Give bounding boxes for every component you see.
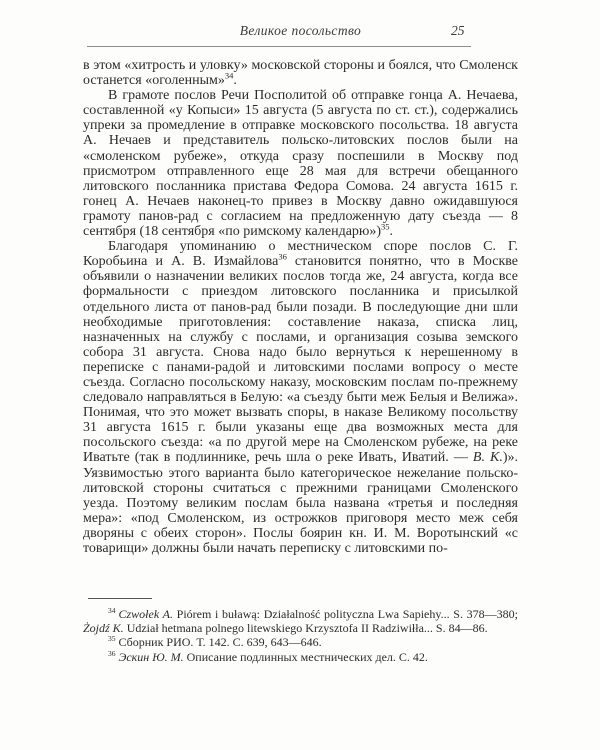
- text-run: в этом «хитрость и уловку» московской стороны и боялся, что Смоленск останется «оголенным»: [83, 58, 518, 89]
- text-run: Описание подлинных местнических дел. С. 42.: [183, 649, 428, 664]
- footnote-separator: [88, 598, 152, 599]
- text-run: Piórem i buławą: Działalność polityczna Lwa Sapiehy... S. 378—380;: [172, 607, 518, 621]
- text-run: .: [233, 73, 237, 89]
- footnote-author: Żojdź K.: [83, 621, 124, 636]
- paragraph-continuation: [83, 58, 518, 88]
- footnote-ref-36: 36: [278, 251, 287, 262]
- footnote-author: Czwołek A.: [118, 607, 173, 621]
- running-head-title: Великое посольство: [239, 23, 362, 38]
- header-rule: [87, 46, 471, 47]
- footnote-ref-34: 34: [224, 70, 234, 81]
- text-run: становится понятно, что в Москве объявили о назначении великих послов тогда же, 24 августа, когда все формальности с приездом литовского посланника и присылкой отдельного листа от панов-рад были позади. В последующие дни шли необходимые приготовления: составление наказа, списка лиц, назначенных на службу с послами, и организация созыва земского собора 31 августа. Снова надо было вернуться к нерешенному в переписке с панами-радой и литовскими послами вопросу о месте съезда. Согласно посольскому наказу, московским послам по-прежнему следовало направляться в Белую: «а съезду быти меж Белыя и Велижа». Понимая, что это может вызвать споры, в наказе Великому посольству 31 августа 1615 г. были указаны еще два возможных места для посольского съезда: «а по другой мере на Смоленском рубеже, на реке Иватьте (так в подлиннике, речь шла о реке Ивать, Иватий. —: [83, 254, 518, 466]
- footnote-number: 36: [108, 648, 116, 658]
- page-number: 25: [451, 23, 465, 38]
- editor-initials: В. К.: [472, 450, 503, 466]
- footnote-author: Эскин Ю. М.: [118, 649, 184, 664]
- text-run: Udział hetmana polnego litewskiego Krzysztofa II Radziwiłła... S. 84—86.: [123, 621, 488, 636]
- paragraph: [83, 239, 518, 556]
- running-head: [83, 0, 518, 47]
- paragraph: [83, 88, 518, 239]
- footnotes-section: [83, 598, 518, 664]
- text-run: .: [389, 224, 394, 240]
- footnote-number: 34: [108, 606, 116, 615]
- footnote-ref-35: 35: [381, 221, 390, 232]
- footnote-36: [83, 650, 518, 664]
- footnote-34: [83, 607, 518, 635]
- text-run: Сборник РИО. Т. 142. С. 639, 643—646.: [118, 635, 322, 650]
- footnote-35: [83, 635, 518, 649]
- text-run: Благодаря упоминанию о местническом споре послов С. Г. Коробьина и А. В. Измайлова: [83, 239, 518, 270]
- text-run: В грамоте послов Речи Посполитой об отправке гонца А. Нечаева, составленной «у Копыси» 15 августа (5 августа по ст. ст.), содержались упреки за промедление в отправке московского посольства. 18 августа А. Нечаев и представитель польско-литовских послов были на «смоленском рубеже», откуда сразу поспешили в Москву под присмотром отправленного еще 28 мая для встречи обещанного литовского посланника пристава Федора Сомова. 24 августа 1615 г. гонец А. Нечаев наконец-то привез в Москву давно ожидавшуюся грамоту панов-рад с согласием на предложенную дату съезда — 8 сентября (18 сентября «по римскому календарю»): [83, 88, 518, 240]
- footnote-number: 35: [108, 634, 116, 644]
- page-body: [83, 58, 518, 598]
- text-run: )». Уязвимостью этого варианта было категорическое нежелание польско-литовской стороны считаться с прежними границами Смоленского уезда. Поэтому великим послам была названа «третья и последняя мера»: «под Смоленском, из острожков приговоря место меж себя дворяны с обеих сторон». Послы боярин кн. И. М. Воротынский «с товарищи» должны были начать переписку с литовскими по-: [83, 450, 518, 556]
